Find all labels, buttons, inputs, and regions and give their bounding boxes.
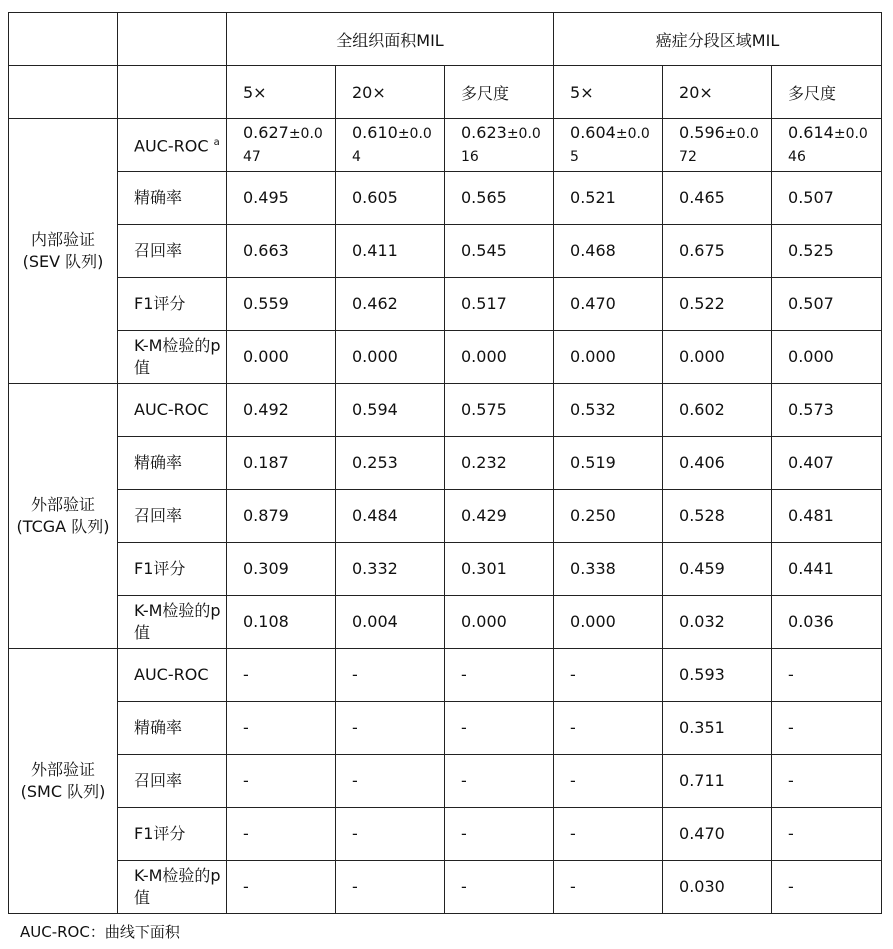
- value-cell: 0.470: [663, 808, 772, 861]
- value-cell: 0.519: [554, 437, 663, 490]
- metric-name: K-M检验的p值: [134, 601, 221, 642]
- table-row: [9, 437, 882, 490]
- value-cell: 0.565: [445, 172, 554, 225]
- value-cell: 0.000: [336, 331, 445, 384]
- table-row: [9, 543, 882, 596]
- metric-name: 召回率: [134, 241, 183, 260]
- value-cell: 0.528: [663, 490, 772, 543]
- footnote: AUC-ROC：曲线下面积: [20, 923, 180, 941]
- value-cell: -: [554, 861, 663, 914]
- section-label-cohort: (SEV 队列): [22, 252, 104, 271]
- value-cell: -: [336, 861, 445, 914]
- metric-label: [118, 543, 227, 596]
- corner-cell: [9, 13, 118, 66]
- value-cell: 0.250: [554, 490, 663, 543]
- value-cell: 0.000: [554, 596, 663, 649]
- value-cell: -: [445, 861, 554, 914]
- metric-label: [118, 649, 227, 702]
- value-cell: 0.030: [663, 861, 772, 914]
- sub-header: 20×: [336, 66, 445, 119]
- metric-label: [118, 331, 227, 384]
- sub-header: 多尺度: [445, 66, 554, 119]
- value-cell: 0.594: [336, 384, 445, 437]
- value-cell: 0.879: [227, 490, 336, 543]
- value-cell: 0.000: [445, 331, 554, 384]
- value-cell: -: [445, 702, 554, 755]
- value-cell: 0.004: [336, 596, 445, 649]
- mean-value: 0.627: [243, 123, 289, 142]
- sd-value-continued: 47: [243, 149, 261, 165]
- sd-value: ±0.0: [615, 126, 650, 142]
- metric-label: [118, 755, 227, 808]
- value-cell: -: [554, 649, 663, 702]
- table-row: [9, 384, 882, 437]
- value-cell: 0.545: [445, 225, 554, 278]
- value-cell: 0.507: [772, 278, 882, 331]
- value-cell: 0.484: [336, 490, 445, 543]
- value-cell: 0.602: [663, 384, 772, 437]
- value-cell: 0.000: [772, 331, 882, 384]
- value-cell: 0.309: [227, 543, 336, 596]
- table-row: [9, 861, 882, 914]
- value-cell: 0.406: [663, 437, 772, 490]
- metric-label: [118, 437, 227, 490]
- value-cell: 0.492: [227, 384, 336, 437]
- value-cell: 0.495: [227, 172, 336, 225]
- value-cell: 0.507: [772, 172, 882, 225]
- value-cell: 0.000: [445, 596, 554, 649]
- metric-label: [118, 596, 227, 649]
- metric-name: K-M检验的p值: [134, 866, 221, 907]
- value-cell: -: [445, 808, 554, 861]
- table-row: [9, 172, 882, 225]
- value-cell: [336, 119, 445, 172]
- metric-name: 精确率: [134, 188, 183, 207]
- value-cell: 0.470: [554, 278, 663, 331]
- section-label: [9, 384, 118, 649]
- metric-name: F1评分: [134, 559, 186, 578]
- metric-name: 召回率: [134, 506, 183, 525]
- value-cell: 0.000: [227, 331, 336, 384]
- value-cell: [554, 119, 663, 172]
- value-cell: -: [772, 808, 882, 861]
- corner-cell: [118, 66, 227, 119]
- value-cell: -: [336, 808, 445, 861]
- value-cell: 0.000: [663, 331, 772, 384]
- value-cell: [227, 119, 336, 172]
- metric-name: 精确率: [134, 718, 183, 737]
- value-cell: -: [227, 702, 336, 755]
- table-row: [9, 225, 882, 278]
- value-cell: -: [227, 755, 336, 808]
- metric-label: [118, 808, 227, 861]
- mean-value: 0.610: [352, 123, 398, 142]
- metric-name: AUC-ROC: [134, 665, 209, 684]
- metric-label: [118, 225, 227, 278]
- value-cell: -: [227, 808, 336, 861]
- sd-value: ±0.0: [724, 126, 759, 142]
- value-cell: 0.465: [663, 172, 772, 225]
- value-cell: -: [554, 755, 663, 808]
- value-cell: -: [227, 649, 336, 702]
- mean-value: 0.623: [461, 123, 507, 142]
- corner-cell: [118, 13, 227, 66]
- value-cell: 0.675: [663, 225, 772, 278]
- value-cell: 0.559: [227, 278, 336, 331]
- value-cell: 0.605: [336, 172, 445, 225]
- table-row: [9, 755, 882, 808]
- value-cell: 0.593: [663, 649, 772, 702]
- sub-header: 20×: [663, 66, 772, 119]
- value-cell: 0.663: [227, 225, 336, 278]
- metric-name: F1评分: [134, 824, 186, 843]
- value-cell: -: [554, 702, 663, 755]
- corner-cell: [9, 66, 118, 119]
- sd-value-continued: 72: [679, 149, 697, 165]
- value-cell: 0.573: [772, 384, 882, 437]
- metric-label: [118, 702, 227, 755]
- value-cell: -: [772, 755, 882, 808]
- section-label: [9, 649, 118, 914]
- value-cell: 0.338: [554, 543, 663, 596]
- value-cell: 0.232: [445, 437, 554, 490]
- value-cell: [445, 119, 554, 172]
- section-label-cohort: (SMC 队列): [20, 782, 106, 801]
- section-label-title: 外部验证: [30, 495, 95, 514]
- metric-label: [118, 490, 227, 543]
- value-cell: 0.532: [554, 384, 663, 437]
- results-table: [8, 12, 882, 914]
- metric-label: [118, 119, 227, 172]
- value-cell: -: [445, 755, 554, 808]
- value-cell: 0.036: [772, 596, 882, 649]
- value-cell: -: [336, 649, 445, 702]
- value-cell: [772, 119, 882, 172]
- value-cell: 0.462: [336, 278, 445, 331]
- table-row: [9, 331, 882, 384]
- sd-value: ±0.0: [833, 126, 868, 142]
- table-row: [9, 119, 882, 172]
- section-label: [9, 119, 118, 384]
- table-row: [9, 649, 882, 702]
- value-cell: 0.187: [227, 437, 336, 490]
- value-cell: -: [554, 808, 663, 861]
- table-row: [9, 596, 882, 649]
- value-cell: 0.521: [554, 172, 663, 225]
- mean-value: 0.614: [788, 123, 834, 142]
- value-cell: 0.108: [227, 596, 336, 649]
- metric-label: [118, 278, 227, 331]
- value-cell: 0.332: [336, 543, 445, 596]
- value-cell: 0.000: [554, 331, 663, 384]
- group-header-cancer-region: 癌症分段区域MIL: [554, 13, 882, 66]
- sd-value-continued: 46: [788, 149, 806, 165]
- metric-label: [118, 861, 227, 914]
- value-cell: -: [336, 702, 445, 755]
- sd-value-continued: 4: [352, 149, 361, 165]
- section-label-title: 外部验证: [30, 760, 95, 779]
- section-label-title: 内部验证: [30, 230, 95, 249]
- value-cell: -: [772, 861, 882, 914]
- value-cell: 0.411: [336, 225, 445, 278]
- sd-value: ±0.0: [397, 126, 432, 142]
- metric-label: [118, 384, 227, 437]
- footnote-marker: a: [213, 137, 220, 149]
- group-header-whole-tissue: 全组织面积MIL: [227, 13, 554, 66]
- value-cell: 0.459: [663, 543, 772, 596]
- value-cell: 0.468: [554, 225, 663, 278]
- metric-name: F1评分: [134, 294, 186, 313]
- table-row: [9, 808, 882, 861]
- value-cell: 0.711: [663, 755, 772, 808]
- value-cell: 0.517: [445, 278, 554, 331]
- value-cell: 0.575: [445, 384, 554, 437]
- metric-name: K-M检验的p值: [134, 336, 221, 377]
- sub-header: 多尺度: [772, 66, 882, 119]
- section-label-cohort: (TCGA 队列): [16, 517, 110, 536]
- value-cell: -: [772, 649, 882, 702]
- sd-value-continued: 5: [570, 149, 579, 165]
- table-row: [9, 490, 882, 543]
- value-cell: 0.481: [772, 490, 882, 543]
- metric-name: AUC-ROC: [134, 400, 209, 419]
- value-cell: 0.301: [445, 543, 554, 596]
- sub-header: 5×: [554, 66, 663, 119]
- table-row: [9, 702, 882, 755]
- value-cell: -: [772, 702, 882, 755]
- metric-name: 召回率: [134, 771, 183, 790]
- table-row: [9, 278, 882, 331]
- value-cell: 0.441: [772, 543, 882, 596]
- value-cell: -: [445, 649, 554, 702]
- mean-value: 0.596: [679, 123, 725, 142]
- value-cell: 0.032: [663, 596, 772, 649]
- value-cell: 0.429: [445, 490, 554, 543]
- sd-value-continued: 16: [461, 149, 479, 165]
- mean-value: 0.604: [570, 123, 616, 142]
- sd-value: ±0.0: [288, 126, 323, 142]
- sub-header: 5×: [227, 66, 336, 119]
- sd-value: ±0.0: [506, 126, 541, 142]
- value-cell: -: [336, 755, 445, 808]
- metric-name: AUC-ROC: [134, 136, 209, 156]
- value-cell: 0.351: [663, 702, 772, 755]
- metric-name: 精确率: [134, 453, 183, 472]
- value-cell: 0.407: [772, 437, 882, 490]
- value-cell: 0.253: [336, 437, 445, 490]
- value-cell: 0.522: [663, 278, 772, 331]
- value-cell: -: [227, 861, 336, 914]
- metric-label: [118, 172, 227, 225]
- value-cell: [663, 119, 772, 172]
- value-cell: 0.525: [772, 225, 882, 278]
